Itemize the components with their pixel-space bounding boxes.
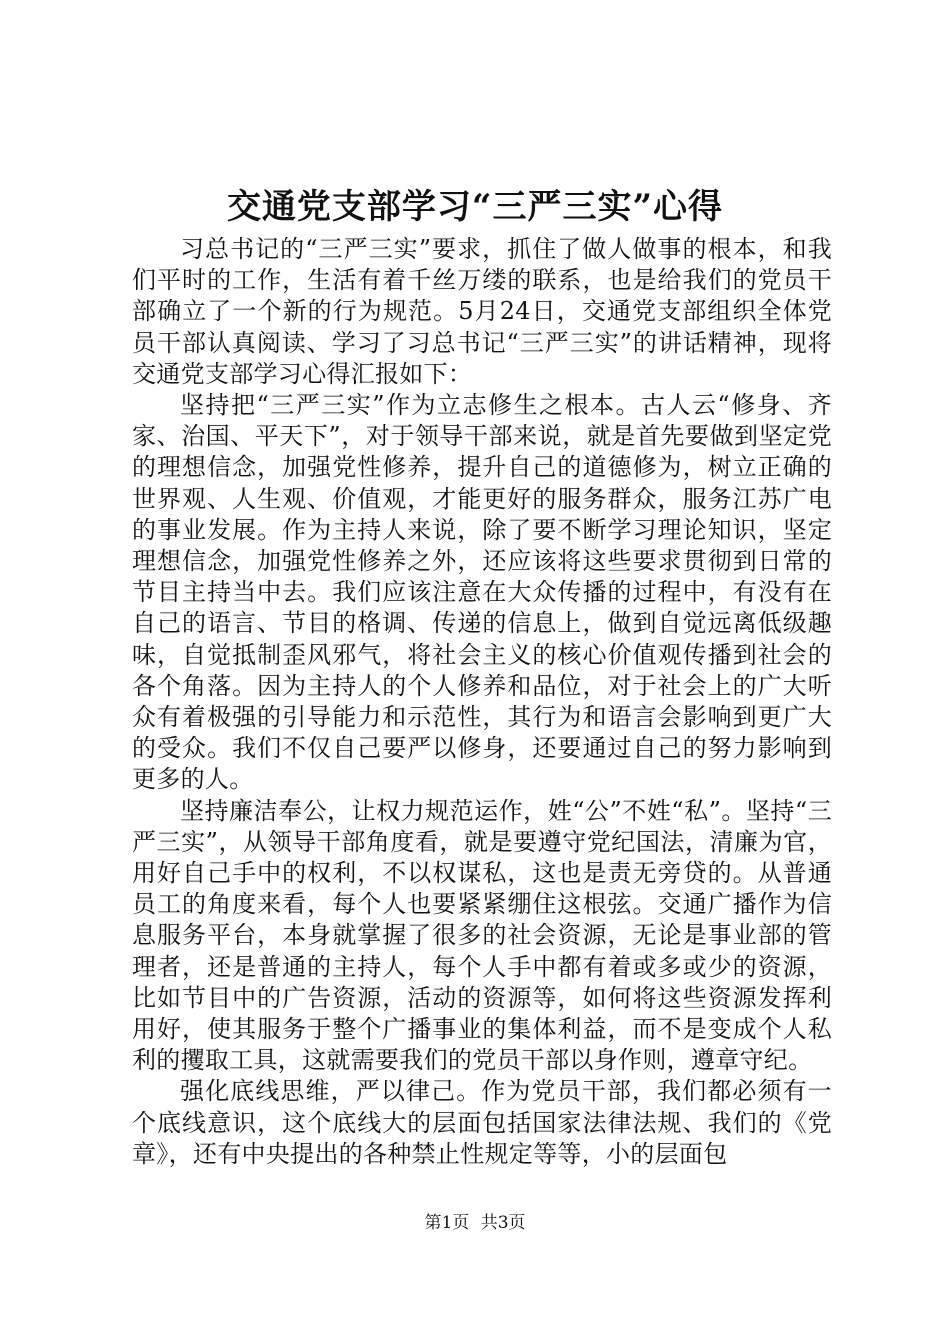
document-title: 交通党支部学习“三严三实”心得: [226, 187, 724, 227]
page-total: 共3页: [480, 1213, 526, 1233]
paragraph-4: 强化底线思维，严以律己。作为党员干部，我们都必须有一个底线意识，这个底线大的层面包括国家法律法规、我们的《党章》，还有中央提出的各种禁止性规定等等，小的层面包: [132, 1077, 832, 1168]
page-footer: [0, 1211, 950, 1235]
paragraph-3: 坚持廉洁奉公，让权力规范运作，姓“公”不姓“私”。坚持“三严三实”，从领导干部角度看，就是要遵守党纪国法，清廉为官，用好自己手中的权利，不以权谋私，这也是责无旁贷的。从普通员工的角度来看，每个人也要紧紧绷住这根弦。交通广播作为信息服务平台，本身就掌握了很多的社会资源，无论是事业部的管理者，还是普通的主持人，每个人手中都有着或多或少的资源，比如节目中的广告资源，活动的资源等，如何将这些资源发挥利用好，使其服务于整个广播事业的集体利益，而不是变成个人私利的攫取工具，这就需要我们的党员干部以身作则，遵章守纪。: [132, 796, 832, 1075]
paragraph-2: 坚持把“三严三实”作为立志修生之根本。古人云“修身、齐家、治国、平天下”，对于领导干部来说，就是首先要做到坚定党的理想信念，加强党性修养，提升自己的道德修为，树立正确的世界观、人生观、价值观，才能更好的服务群众，服务江苏广电的事业发展。作为主持人来说，除了要不断学习理论知识，坚定理想信念，加强党性修养之外，还应该将这些要求贯彻到日常的节目主持当中去。我们应该注意在大众传播的过程中，有没有在自己的语言、节目的格调、传递的信息上，做到自觉远离低级趣味，自觉抵制歪风邪气，将社会主义的核心价值观传播到社会的各个角落。因为主持人的个人修养和品位，对于社会上的广大听众有着极强的引导能力和示范性，其行为和语言会影响到更广大的受众。我们不仅自己要严以修身，还要通过自己的努力影响到更多的人。: [132, 391, 832, 794]
paragraph-1: 习总书记的“三严三实”要求，抓住了做人做事的根本，和我们平时的工作，生活有着千丝万缕的联系，也是给我们的党员干部确立了一个新的行为规范。5月24日，交通党支部组织全体党员干部认真阅读、学习了习总书记“三严三实”的讲话精神，现将交通党支部学习心得汇报如下：: [132, 235, 832, 388]
page-number: 第1页: [424, 1213, 470, 1233]
document-body: [132, 234, 832, 1170]
